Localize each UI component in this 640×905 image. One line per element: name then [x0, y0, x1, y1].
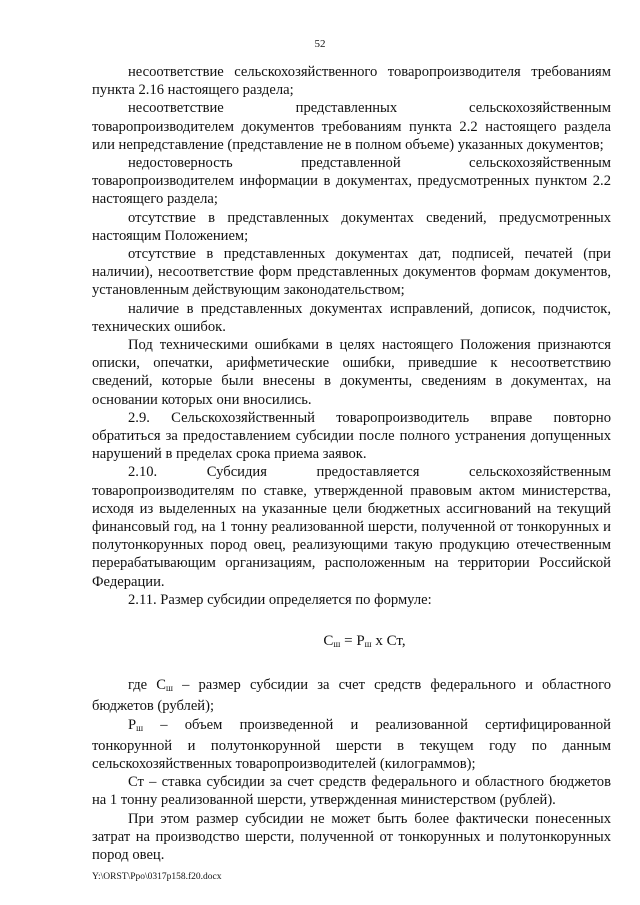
definition-text: – объем произведенной и реализованной сертифицированной тонкорунной и полутонкорунной шерсти в текущем году по данным сельскохозяйственных товаропроизводителей (килограммов);	[92, 716, 611, 772]
footer-file-path: Y:\ORST\Ppo\0317p158.f20.docx	[92, 872, 222, 882]
definition-subsidy	[92, 676, 611, 715]
paragraph: 2.11. Размер субсидии определяется по формуле:	[128, 591, 432, 608]
formula-rate-subscript: ш	[364, 639, 372, 650]
formula-equals: =	[340, 633, 357, 650]
paragraph: наличие в представленных документах исправлений, дописок, подчисток, технических ошибок.	[92, 300, 611, 335]
paragraph: несоответствие сельскохозяйственного товаропроизводителя требованиям пункта 2.16 настоящего раздела;	[92, 64, 611, 99]
formula-rest: х Ст,	[371, 633, 406, 650]
paragraph: Под техническими ошибками в целях настоящего Положения признаются описки, опечатки, арифметические ошибки, приведшие к несоответствию сведений, которые были внесены в документы, сведениям в документах, на основании которых они вносились.	[92, 337, 611, 408]
definition-text: – размер субсидии за счет средств федерального и областного бюджетов (рублей);	[92, 677, 611, 715]
page-number: 52	[314, 38, 326, 50]
definition-rate: Ст – ставка субсидии за счет средств федерального и областного бюджетов на 1 тонну реализованной шерсти, утвержденная министерством (рублей).	[92, 774, 611, 809]
definition-symbol: Р	[128, 716, 137, 733]
formula	[92, 632, 611, 653]
definition-subscript: ш	[136, 722, 144, 733]
paragraph: недостоверность представленной сельскохозяйственным товаропроизводителем информации в документах, предусмотренных пунктом 2.2 настоящего раздела;	[92, 155, 611, 208]
formula-lhs: С	[323, 633, 334, 650]
definition-symbol: где С	[128, 677, 167, 694]
document-body	[92, 63, 611, 864]
paragraph: 2.9. Сельскохозяйственный товаропроизводитель вправе повторно обратиться за предоставлением субсидии после полного устранения допущенных нарушений в пределах срока приема заявок.	[92, 409, 611, 463]
formula-lhs-subscript: ш	[333, 639, 341, 650]
formula-rate: Р	[356, 633, 365, 650]
paragraph: отсутствие в представленных документах дат, подписей, печатей (при наличии), несоответствие форм представленных документов формам документов, установленным действующим законодательством;	[92, 246, 611, 299]
final-paragraph: При этом размер субсидии не может быть более фактически понесенных затрат на производство шерсти, полученной от тонкорунных и полутонкорунных пород овец.	[92, 810, 611, 863]
definition-subscript: ш	[166, 683, 173, 694]
definition-volume	[92, 716, 611, 774]
paragraph: 2.10. Субсидия предоставляется сельскохозяйственным товаропроизводителям по ставке, утвержденной правовым актом министерства, исходя из выделенных на указанные цели бюджетных ассигнований на текущий финансовый год, на 1 тонну реализованной шерсти, полученной от тонкорунных и полутонкорунных пород овец, реализующими такую продукцию отечественным перерабатывающим организациям, расположенным на территории Российской Федерации.	[92, 464, 611, 590]
paragraph: отсутствие в представленных документах сведений, предусмотренных настоящим Положением;	[92, 209, 611, 244]
paragraph: несоответствие представленных сельскохозяйственным товаропроизводителем документов требованиям пункта 2.2 настоящего раздела или непредставление (представление не в полном объеме) указанных документов;	[92, 100, 611, 153]
